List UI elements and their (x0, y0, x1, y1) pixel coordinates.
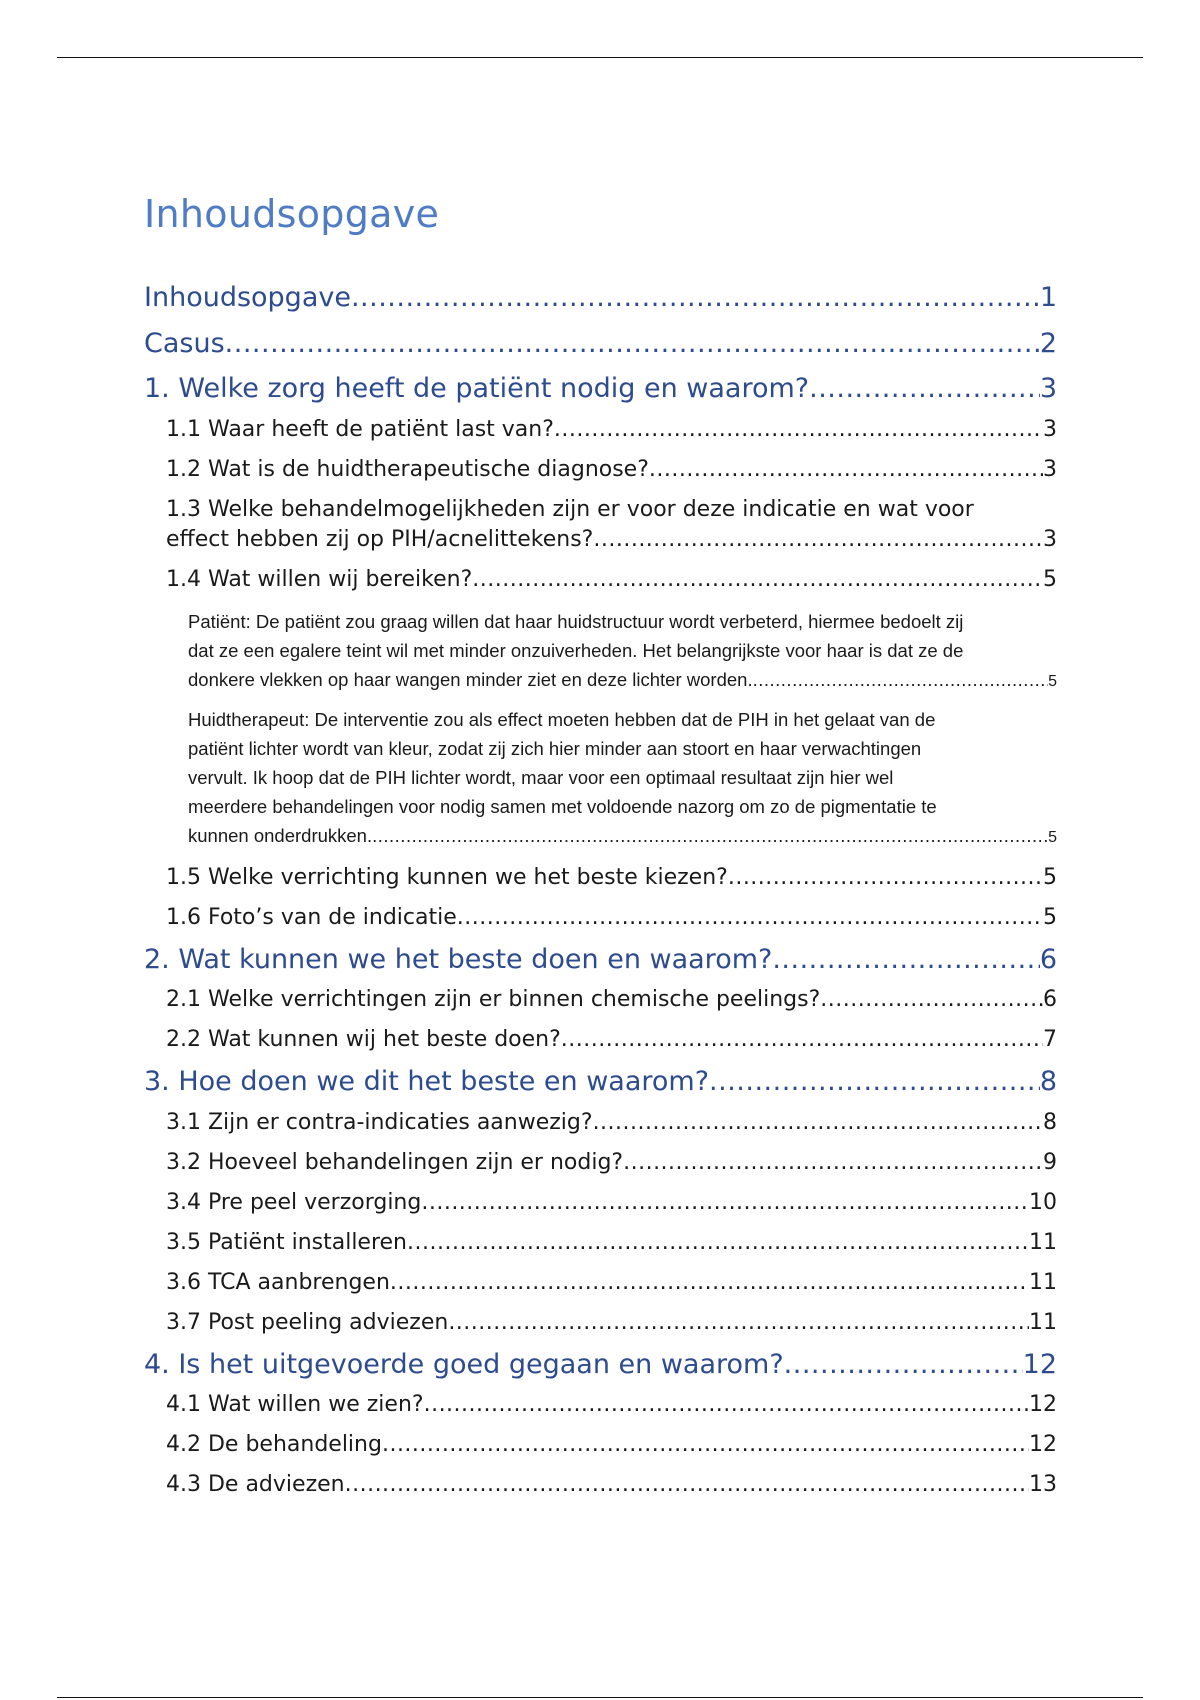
toc-leader-dots (623, 1148, 1043, 1178)
toc-entry-1-1[interactable] (144, 415, 1057, 445)
toc-leader-dots (225, 326, 1040, 361)
toc-entry-label-line: effect hebben zij op PIH/acnelittekens? (166, 527, 594, 552)
toc-entry-label: 3.1 Zijn er contra-indicaties aanwezig? (166, 1110, 593, 1135)
toc-page-number: 5 (1043, 865, 1057, 890)
toc-page-number: 11 (1029, 1310, 1057, 1335)
toc-entry-label: 2.1 Welke verrichtingen zijn er binnen chemische peelings? (166, 987, 821, 1012)
toc-page-number: 2 (1039, 328, 1057, 359)
header-rule (57, 57, 1143, 58)
toc-entry-2-1[interactable] (144, 985, 1057, 1015)
toc-page-number: 9 (1043, 1150, 1057, 1175)
toc-page-number: 12 (1022, 1349, 1057, 1380)
toc-leader-dots (448, 1308, 1029, 1338)
toc-entry-label: 1.6 Foto’s van de indicatie (166, 905, 457, 930)
toc-page-number: 11 (1029, 1230, 1057, 1255)
toc-entry-1-5[interactable] (144, 863, 1057, 893)
toc-page-number: 8 (1039, 1066, 1057, 1097)
toc-leader-dots (772, 942, 1039, 977)
toc-entry-label: 4.3 De adviezen (166, 1472, 345, 1497)
toc-page-number: 10 (1029, 1190, 1057, 1215)
toc-entry-label: 3. Hoe doen we dit het beste en waarom? (144, 1066, 710, 1097)
toc-entry-casus[interactable] (144, 326, 1057, 361)
toc-page-number: 3 (1039, 373, 1057, 404)
toc-leader-dots (709, 1064, 1040, 1099)
toc-entry-4-3[interactable] (144, 1470, 1057, 1500)
toc-leader-dots (345, 1470, 1029, 1500)
toc-entry-label: 1.2 Wat is de huidtherapeutische diagnose? (166, 457, 649, 482)
toc-entry-label: 4. Is het uitgevoerde goed gegaan en waarom? (144, 1349, 784, 1380)
toc-page-number: 6 (1043, 987, 1057, 1012)
toc-entry-label: 3.7 Post peeling adviezen (166, 1310, 449, 1335)
toc-entry-3-7[interactable] (144, 1308, 1057, 1338)
toc-leader-dots (593, 1108, 1043, 1138)
toc-page-number: 12 (1029, 1392, 1057, 1417)
toc-entry-label-line: Patiënt: De patiënt zou graag willen dat haar huidstructuur wordt verbeterd, hiermee bedoelt zij (188, 611, 964, 632)
toc-entry-label-line: meerdere behandelingen voor nodig samen met voldoende nazorg om zo de pigmentatie te (188, 796, 937, 817)
toc-entry-label: 2. Wat kunnen we het beste doen en waarom? (144, 944, 773, 975)
toc-entry-chapter-4[interactable] (144, 1347, 1057, 1382)
toc-entry-label: 4.2 De behandeling (166, 1432, 382, 1457)
toc-leader-dots (407, 1228, 1029, 1258)
toc-entry-therapist-goal[interactable] (144, 705, 1057, 852)
table-of-contents (144, 280, 1057, 1500)
toc-leader-dots (809, 371, 1040, 406)
toc-entry-inhoudsopgave[interactable] (144, 280, 1057, 315)
toc-entry-label-line: 1.3 Welke behandelmogelijkheden zijn er voor deze indicatie en wat voor (166, 497, 974, 522)
toc-entry-1-6[interactable] (144, 903, 1057, 933)
toc-entry-label-line: Huidtherapeut: De interventie zou als effect moeten hebben dat de PIH in het gelaat van de (188, 709, 936, 730)
toc-entry-label: 4.1 Wat willen we zien? (166, 1392, 424, 1417)
toc-entry-label-line: donkere vlekken op haar wangen minder ziet en deze lichter worden. (188, 669, 753, 690)
toc-page-number: 3 (1043, 457, 1057, 482)
toc-leader-dots (649, 455, 1043, 485)
toc-entry-label: 1.5 Welke verrichting kunnen we het beste kiezen? (166, 865, 728, 890)
toc-entry-label-line: dat ze een egalere teint wil met minder onzuiverheden. Het belangrijkste voor haar is dat ze de (188, 640, 964, 661)
toc-entry-label: 3.4 Pre peel verzorging (166, 1190, 422, 1215)
toc-page-number: 8 (1043, 1110, 1057, 1135)
toc-entry-3-2[interactable] (144, 1148, 1057, 1178)
toc-leader-dots (784, 1347, 1023, 1382)
toc-page-number: 5 (1048, 829, 1057, 846)
toc-entry-1-2[interactable] (144, 455, 1057, 485)
toc-entry-label-line: vervult. Ik hoop dat de PIH lichter wordt, maar voor een optimaal resultaat zijn hier wel (188, 767, 894, 788)
toc-entry-4-1[interactable] (144, 1390, 1057, 1420)
toc-entry-label: 1.4 Wat willen wij bereiken? (166, 567, 473, 592)
toc-entry-2-2[interactable] (144, 1025, 1057, 1055)
toc-entry-chapter-2[interactable] (144, 942, 1057, 977)
toc-entry-1-3[interactable] (144, 495, 1057, 555)
toc-page-number: 12 (1029, 1432, 1057, 1457)
toc-page-number: 7 (1043, 1027, 1057, 1052)
toc-entry-3-6[interactable] (144, 1268, 1057, 1298)
toc-entry-label: Casus (144, 328, 225, 359)
toc-leader-dots (561, 1025, 1043, 1055)
toc-page-number: 5 (1048, 673, 1057, 690)
toc-leader-dots (424, 1390, 1029, 1420)
toc-entry-label: 3.6 TCA aanbrengen (166, 1270, 390, 1295)
toc-entry-3-4[interactable] (144, 1188, 1057, 1218)
footer-rule (57, 1697, 1143, 1698)
toc-leader-dots (554, 415, 1043, 445)
toc-entry-label: Inhoudsopgave (144, 282, 351, 313)
toc-page-number: 13 (1029, 1472, 1057, 1497)
toc-entry-3-5[interactable] (144, 1228, 1057, 1258)
toc-page-number: 1 (1039, 282, 1057, 313)
toc-entry-label: 1.1 Waar heeft de patiënt last van? (166, 417, 554, 442)
toc-leader-dots (390, 1268, 1029, 1298)
toc-leader-dots (372, 821, 1048, 850)
toc-entry-label: 1. Welke zorg heeft de patiënt nodig en waarom? (144, 373, 810, 404)
toc-page-number: 3 (1043, 527, 1057, 552)
toc-entry-chapter-1[interactable] (144, 371, 1057, 406)
toc-entry-label: 3.5 Patiënt installeren (166, 1230, 408, 1255)
toc-page-number: 6 (1039, 944, 1057, 975)
toc-entry-label-line: kunnen onderdrukken. (188, 825, 373, 846)
toc-entry-label-line: patiënt lichter wordt van kleur, zodat zij zich hier minder aan stoort en haar verwachtingen (188, 738, 922, 759)
page-title: Inhoudsopgave (144, 192, 440, 236)
toc-leader-dots (351, 280, 1040, 315)
toc-page-number: 5 (1043, 905, 1057, 930)
toc-entry-chapter-3[interactable] (144, 1064, 1057, 1099)
toc-entry-4-2[interactable] (144, 1430, 1057, 1460)
toc-leader-dots (753, 665, 1049, 694)
toc-leader-dots (382, 1430, 1029, 1460)
toc-leader-dots (593, 525, 1043, 555)
toc-page-number: 5 (1043, 567, 1057, 592)
toc-leader-dots (421, 1188, 1029, 1218)
toc-page-number: 3 (1043, 417, 1057, 442)
toc-page-number: 11 (1029, 1270, 1057, 1295)
toc-leader-dots (457, 903, 1043, 933)
toc-entry-1-4[interactable] (144, 565, 1057, 595)
toc-leader-dots (728, 863, 1043, 893)
toc-entry-label: 2.2 Wat kunnen wij het beste doen? (166, 1027, 561, 1052)
toc-entry-patient-goal[interactable] (144, 607, 1057, 696)
toc-leader-dots (820, 985, 1043, 1015)
toc-entry-label: 3.2 Hoeveel behandelingen zijn er nodig? (166, 1150, 624, 1175)
toc-entry-3-1[interactable] (144, 1108, 1057, 1138)
toc-leader-dots (472, 565, 1043, 595)
